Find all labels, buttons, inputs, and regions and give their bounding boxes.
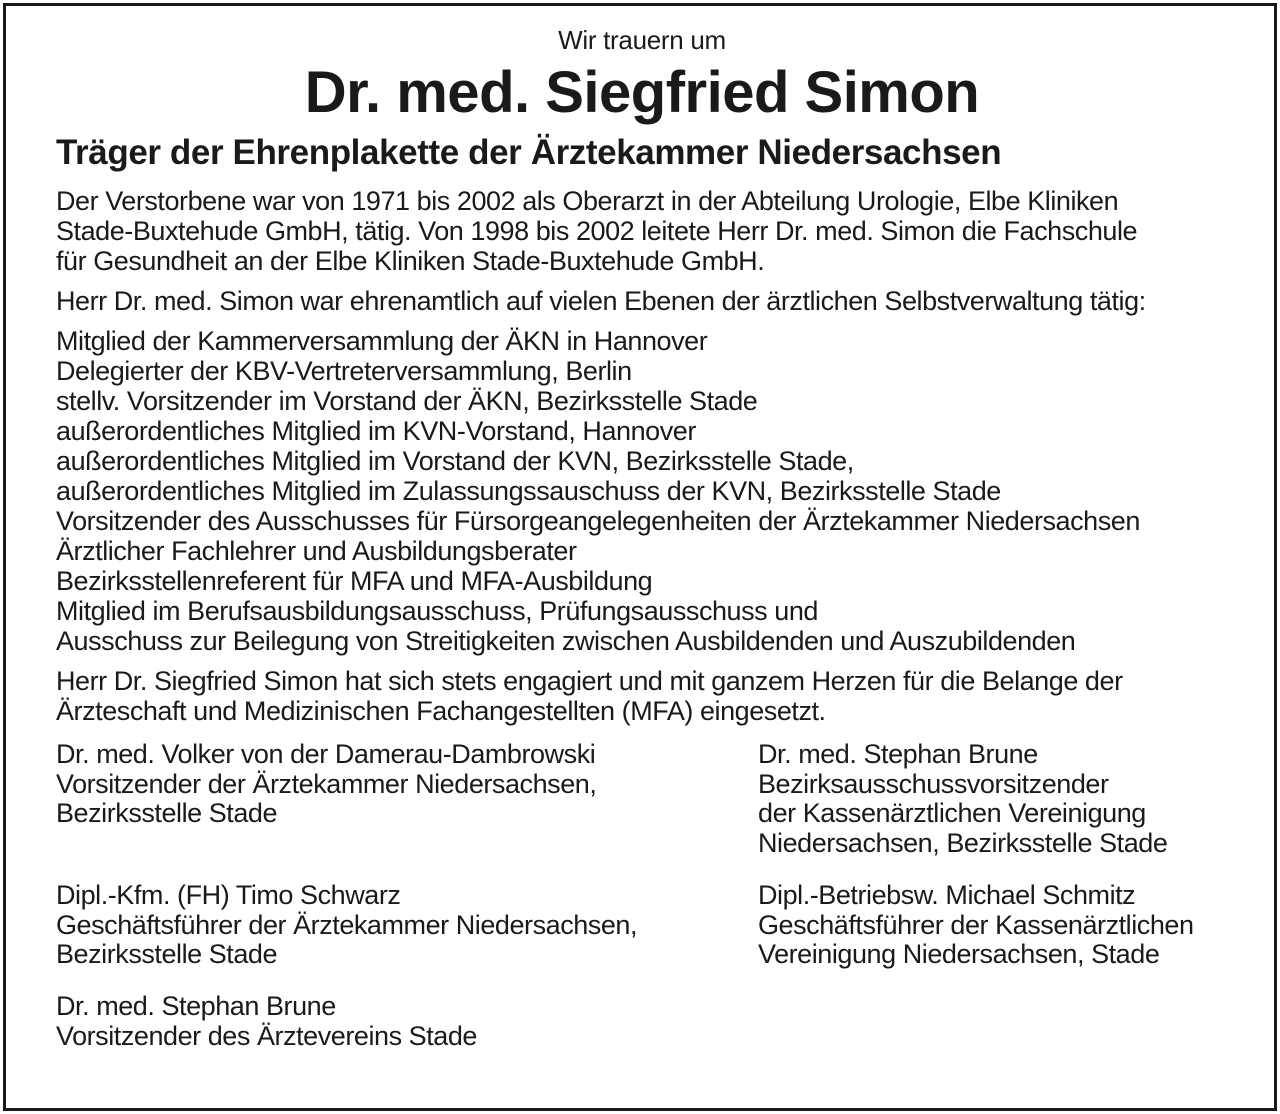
signer-name: Dr. med. Stephan Brune xyxy=(758,739,1038,769)
career-paragraph xyxy=(56,186,1228,276)
signer-aerzteverein-chair xyxy=(56,992,477,1051)
signer-role: Vorsitzender des Ärztevereins Stade xyxy=(56,1020,477,1051)
role-item: außerordentliches Mitglied im Vorstand der KVN, Bezirksstelle Stade, xyxy=(56,446,854,476)
tribute-line: Ärzteschaft und Medizinischen Fachangestellten (MFA) eingesetzt. xyxy=(56,696,826,726)
signer-role: Bezirksstelle Stade xyxy=(56,939,278,969)
signer-name: Dipl.-Betriebsw. Michael Schmitz xyxy=(758,880,1136,910)
signer-name: Dr. med. Stephan Brune xyxy=(56,991,336,1021)
role-item: außerordentliches Mitglied im Zulassungssauschuss der KVN, Bezirksstelle Stade xyxy=(56,476,1001,506)
role-item: Delegierter der KBV-Vertreterversammlung, Berlin xyxy=(56,356,632,386)
intro-text: Wir trauern um xyxy=(558,25,726,55)
signer-role: Bezirksstelle Stade xyxy=(56,798,278,828)
tribute-paragraph xyxy=(56,666,1228,726)
role-item: Vorsitzender des Ausschusses für Fürsorgeangelegenheiten der Ärztekammer Niedersachsen xyxy=(56,506,1140,536)
deceased-name: Dr. med. Siegfried Simon xyxy=(304,60,980,125)
signer-ake-chair xyxy=(56,740,596,829)
signer-role: Geschäftsführer der Ärztekammer Niedersachsen, xyxy=(56,909,638,940)
career-line: Der Verstorbene war von 1971 bis 2002 als Oberarzt in der Abteilung Urologie, Elbe Kliniken xyxy=(56,186,1119,216)
role-item: Mitglied im Berufsausbildungsausschuss, Prüfungsausschuss und xyxy=(56,596,818,626)
signers-block xyxy=(56,740,1228,1080)
honor-title: Träger der Ehrenplakette der Ärztekammer Niedersachsen xyxy=(56,133,1002,172)
signer-role: Bezirksausschussvorsitzender xyxy=(758,768,1109,799)
role-item: Bezirksstellenreferent für MFA und MFA-Ausbildung xyxy=(56,566,653,596)
role-item: außerordentliches Mitglied im KVN-Vorstand, Hannover xyxy=(56,416,696,446)
role-item: Mitglied der Kammerversammlung der ÄKN in Hannover xyxy=(56,326,708,356)
signer-name: Dipl.-Kfm. (FH) Timo Schwarz xyxy=(56,880,401,910)
career-line: Stade-Buxtehude GmbH, tätig. Von 1998 bis 2002 leitete Herr Dr. med. Simon die Fachschule xyxy=(56,216,1138,246)
signer-kvn-manager xyxy=(758,881,1194,970)
signer-kvn-chair xyxy=(758,740,1167,858)
signer-ake-manager xyxy=(56,881,637,970)
signer-role: der Kassenärztlichen Vereinigung xyxy=(758,798,1146,828)
career-line: für Gesundheit an der Elbe Kliniken Stade-Buxtehude GmbH. xyxy=(56,246,765,276)
role-item: stellv. Vorsitzender im Vorstand der ÄKN, Bezirksstelle Stade xyxy=(56,386,758,416)
signer-role: Vereinigung Niedersachsen, Stade xyxy=(758,939,1160,969)
volunteer-intro: Herr Dr. med. Simon war ehrenamtlich auf vielen Ebenen der ärztlichen Selbstverwaltung tätig: xyxy=(56,286,1146,316)
roles-list xyxy=(56,326,1228,656)
signer-role: Vorsitzender der Ärztekammer Niedersachsen, xyxy=(56,768,597,799)
tribute-line: Herr Dr. Siegfried Simon hat sich stets engagiert und mit ganzem Herzen für die Belange der xyxy=(56,666,1123,696)
signer-role: Niedersachsen, Bezirksstelle Stade xyxy=(758,827,1168,858)
signer-role: Geschäftsführer der Kassenärztlichen xyxy=(758,909,1194,940)
obituary-content xyxy=(56,24,1228,1080)
signer-name: Dr. med. Volker von der Damerau-Dambrowski xyxy=(56,739,596,769)
role-item: Ausschuss zur Beilegung von Streitigkeiten zwischen Ausbildenden und Auszubildenden xyxy=(56,626,1076,656)
role-item: Ärztlicher Fachlehrer und Ausbildungsberater xyxy=(56,536,577,566)
